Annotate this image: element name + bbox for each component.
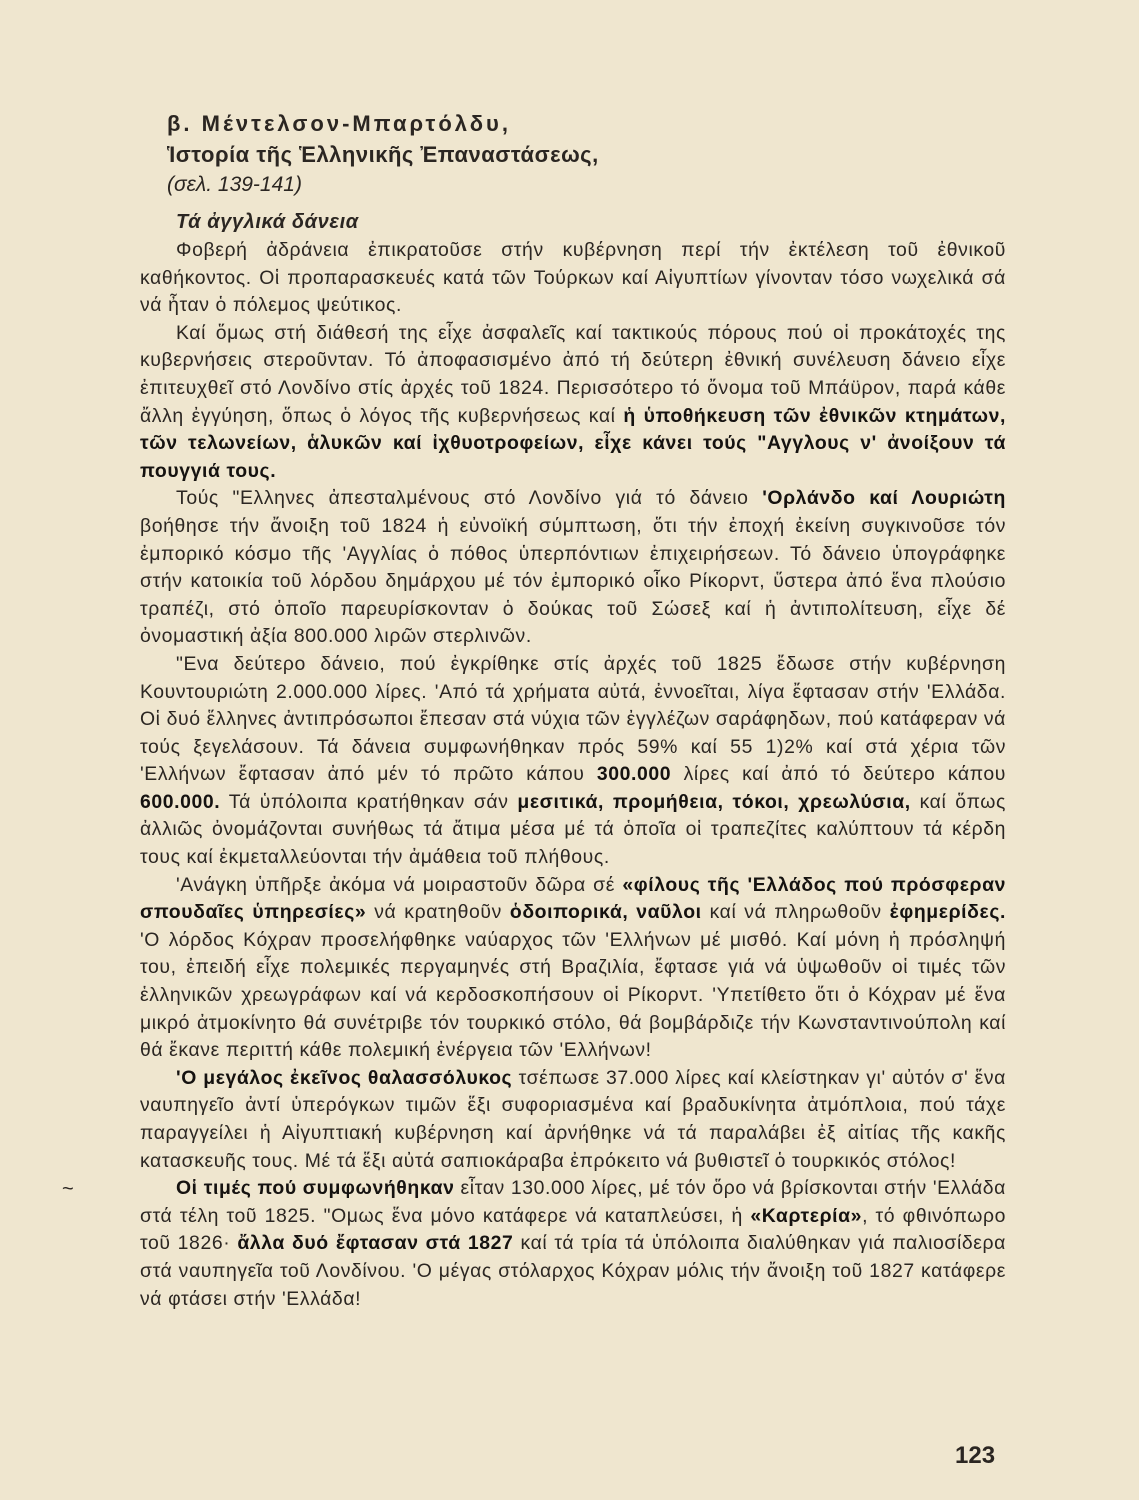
- paragraph: [140, 485, 1006, 651]
- paragraph: [140, 1065, 1006, 1175]
- text-run: 'Ανάγκη ὑπῆρξε ἀκόμα νά μοιραστοῦν δῶρα σέ: [176, 873, 623, 896]
- text-run: , τό φθινόπωρο τοῦ 1826·: [140, 1204, 1007, 1255]
- bold-run: «φίλους τῆς 'Ελλάδος πού πρόσφεραν σπουδαῖες ὑπηρεσίες»: [140, 873, 1007, 924]
- bold-run: 'Ο μεγάλος ἐκεῖνος θαλασσόλυκος: [176, 1066, 513, 1089]
- paragraph: [140, 872, 1006, 1065]
- text-run: βοήθησε τήν ἄνοιξη τοῦ 1824 ἡ εὐνοϊκή σύμπτωση, ὅτι τήν ἐποχή ἐκείνη συγκινοῦσε τόν ἐμπορικό κόσμο τῆς 'Αγγλίας ὁ πόθος ὑπερπόντιων ἐπιχειρήσεων. Τό δάνειο ὑπογράφηκε στήν κατοικία τοῦ λόρδου δημάρχου μέ τόν ἐμπορικό οἶκο Ρίκορντ, ὕστερα ἀπό ἕνα πλούσιο τραπέζι, στό ὁποῖο παρευρίσκονταν ὁ δούκας τοῦ Σώσεξ καί ἡ ἀντιπολίτευση, εἶχε δέ ὀνομαστική ἀξία 800.000 λιρῶν στερλινῶν.: [140, 514, 1006, 648]
- text-run: λίρες καί ἀπό τό δεύτερο κάπου: [671, 763, 1007, 786]
- paragraph: [140, 237, 1006, 320]
- bold-run: Οἱ τιμές πού συμφωνήθηκαν: [176, 1177, 455, 1200]
- paragraphs: [140, 237, 1006, 1313]
- text-run: καί ὅπως ἀλλιῶς ὀνομάζονται συνήθως τά ἄτιμα μέσα μέ τά ὁποῖα οἱ τραπεζίτες καλύπτουν τά κέρδη τους καί ἐκμεταλλεύονται τήν ἀμάθεια τοῦ πλήθους.: [140, 790, 1006, 869]
- text-run: τσέπωσε 37.000 λίρες καί κλείστηκαν γι' αὐτόν σ' ἕνα ναυπηγεῖο ἀντί ὑπερόγκων τιμῶν ἕξι συφοριασμένα καί βραδυκίνητα ἀτμόπλοια, πού τάχε παραγγείλει ἡ Αἰγυπτιακή κυβέρνηση καί ἀρνήθηκε νά τά παραλάβει ἐξ αἰτίας τῆς κακῆς κατασκευῆς τους. Μέ τά ἕξι αὐτά σαπιοκάραβα ἐπρόκειτο νά βυθιστεῖ ὁ τουρκικός στόλος!: [140, 1066, 1006, 1172]
- bold-run: 600.000.: [140, 790, 221, 813]
- text-run: "Ενα δεύτερο δάνειο, πού ἐγκρίθηκε στίς ἀρχές τοῦ 1825 ἔδωσε στήν κυβέρνηση Κουντουριώτη 2.000.000 λίρες. 'Από τά χρήματα αὐτά, ἐννοεῖται, λίγα ἔφτασαν στήν 'Ελλάδα. Οἱ δυό ἕλληνες ἀντιπρόσωποι ἔπεσαν στά νύχια τῶν ἐγγλέζων σαράφηδων, πού κατάφεραν νά τούς ξεγελάσουν. Τά δάνεια συμφωνήθηκαν πρός 59% καί 55 1)2% καί στά χέρια τῶν 'Ελλήνων ἔφτασαν ἀπό μέν τό πρῶτο κάπου: [140, 652, 1006, 786]
- bold-run: 'Ορλάνδο καί Λουριώτη: [762, 487, 1006, 510]
- bold-run: μεσιτικά, προμήθεια, τόκοι, χρεωλύσια,: [517, 790, 911, 813]
- bold-run: ἄλλα δυό ἔφτασαν στά 1827: [237, 1232, 514, 1255]
- citation-header: [167, 108, 1007, 200]
- bold-run: ἡ ὑποθήκευση τῶν ἐθνικῶν κτημάτων, τῶν τελωνείων, ἁλυκῶν καί ἰχθυοτροφείων, εἶχε κάνει τούς "Αγγλους ν' ἀνοίξουν τά πουγγιά τους.: [140, 404, 1006, 482]
- author-line: β. Μέντελσον-Μπαρτόλδυ,: [167, 111, 511, 136]
- text-body: [140, 207, 1006, 1313]
- text-run: Τά ὑπόλοιπα κρατήθηκαν σάν: [220, 790, 518, 813]
- bold-run: ὁδοιπορικά, ναῦλοι: [509, 901, 702, 924]
- section-title: Τά ἀγγλικά δάνεια: [176, 211, 359, 233]
- text-run: καί νά πληρωθοῦν: [701, 901, 890, 924]
- text-run: καί τά τρία τά ὑπόλοιπα διαλύθηκαν γιά παλιοσίδερα στά ναυπηγεῖα τοῦ Λονδίνου. 'Ο μέγας στόλαρχος Κόχραν μόλις τήν ἄνοιξη τοῦ 1827 κατάφερε νά φτάσει στήν 'Ελλάδα!: [140, 1232, 1006, 1310]
- bold-run: 300.000: [596, 763, 672, 786]
- margin-mark: ~: [62, 1178, 74, 1200]
- paragraph: [140, 320, 1006, 486]
- text-run: Φοβερή ἀδράνεια ἐπικρατοῦσε στήν κυβέρνηση περί τήν ἐκτέλεση τοῦ ἐθνικοῦ καθήκοντος. Οἱ προπαρασκευές κατά τῶν Τούρκων καί Αἰγυπτίων γίνονταν τόσο νωχελικά σά νά ἦταν ὁ πόλεμος ψεύτικος.: [140, 239, 1006, 317]
- book-title: Ἱστορία τῆς Ἑλληνικῆς Ἐπαναστάσεως,: [167, 142, 599, 167]
- text-run: νά κρατηθοῦν: [366, 901, 510, 924]
- paragraph: [140, 651, 1006, 872]
- bold-run: «Καρτερία»: [750, 1204, 863, 1227]
- text-run: 'Ο λόρδος Κόχραν προσελήφθηκε ναύαρχος τῶν 'Ελλήνων μέ μισθό. Καί μόνη ἡ πρόσληψή του, ἐπειδή εἶχε πολεμικές περγαμηνές στή Βραζιλία, ἔφτασε γιά νά ὑψωθοῦν οἱ τιμές τῶν ἑλληνικῶν χρεωγράφων καί νά κερδοσκοπήσουν οἱ Ρίκορντ. 'Υπετίθετο ὅτι ὁ Κόχραν μέ ἕνα μικρό ἀτμοκίνητο θά συνέτριβε τόν τουρκικό στόλο, θά βομβάρδιζε τήν Κωνσταντινούπολη καί θά ἔκανε περιττή κάθε πολεμική ἐνέργεια τῶν 'Ελλήνων!: [140, 928, 1006, 1062]
- text-run: Καί ὅμως στή διάθεσή της εἶχε ἀσφαλεῖς καί τακτικούς πόρους πού οἱ προκάτοχές της κυβερνήσεις στεροῦνταν. Τό ἀποφασισμένο ἀπό τή δεύτερη ἐθνική συνέλευση δάνειο εἶχε ἐπιτευχθεῖ στό Λονδίνο στίς ἀρχές τοῦ 1824. Περισσότερο τό ὄνομα τοῦ Μπάϋρον, παρά κάθε ἄλλη ἐγγύηση, ὅπως ὁ λόγος τῆς κυβερνήσεως καί: [140, 321, 1006, 427]
- paragraph: [140, 1175, 1006, 1313]
- text-run: εἶταν 130.000 λίρες, μέ τόν ὅρο νά βρίσκονται στήν 'Ελλάδα στά τέλη τοῦ 1825. "Ομως ἕνα μόνο κατάφερε νά καταπλεύσει, ἡ: [140, 1177, 1006, 1227]
- page-range: (σελ. 139-141): [167, 173, 302, 196]
- page-number: 123: [955, 1442, 996, 1469]
- text-run: Τούς "Ελληνες ἀπεσταλμένους στό Λονδίνο γιά τό δάνειο: [176, 487, 763, 510]
- bold-run: ἐφημερίδες.: [889, 901, 1006, 924]
